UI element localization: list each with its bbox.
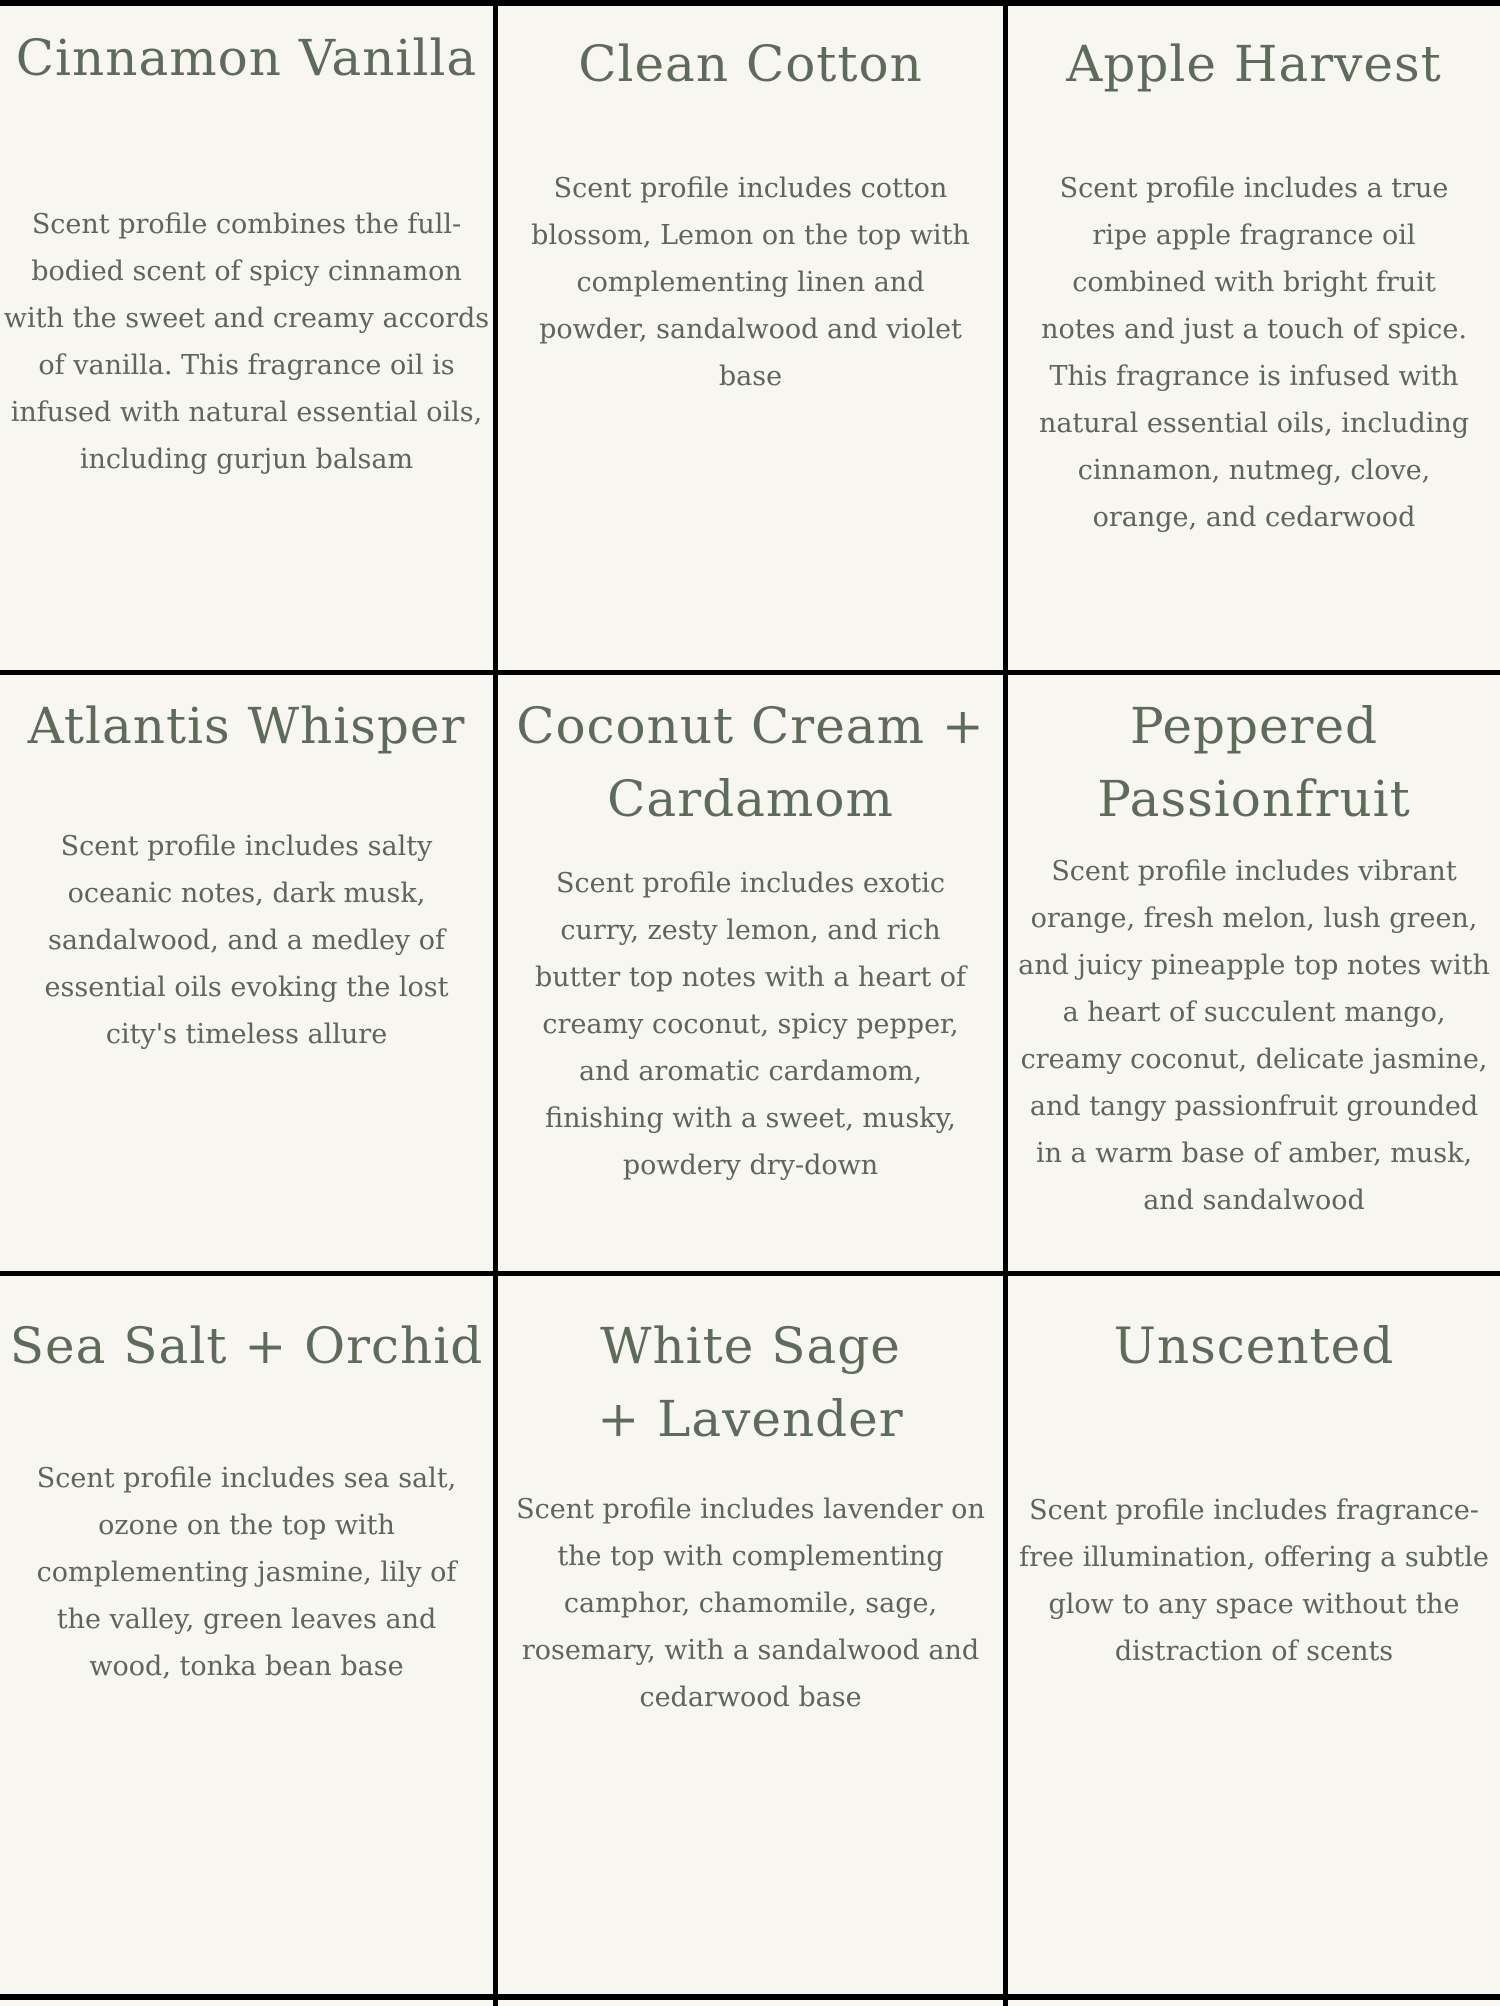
scent-title: Peppered Passionfruit — [1097, 697, 1411, 828]
scent-card-clean-cotton — [498, 28, 1003, 400]
scent-description: Scent profile includes lavender on the top with complementing camphor, chamomile, sage, rosemary, with a sandalwood and cedarwood base — [516, 1494, 985, 1713]
scent-description: Scent profile includes sea salt, ozone on the top with complementing jasmine, lily of the valley, green leaves and wood, tonka bean base — [36, 1463, 457, 1682]
scent-card-white-sage-lavender — [498, 1310, 1003, 1721]
scent-title: Cinnamon Vanilla — [15, 29, 478, 87]
scent-description: Scent profile includes fragrance-free illumination, offering a subtle glow to any space without the distraction of scents — [1019, 1495, 1489, 1667]
scent-description: Scent profile includes a true ripe apple fragrance oil combined with bright fruit notes and just a touch of spice. This fragrance is infused with natural essential oils, including cinnamon, nutmeg, clove, orange, and cedarwood — [1038, 173, 1470, 533]
scent-card-coconut-cream-cardamom — [498, 690, 1003, 1189]
scent-title: Unscented — [1113, 1317, 1395, 1375]
row-divider — [0, 1271, 1500, 1276]
scent-description: Scent profile includes vibrant orange, fresh melon, lush green, and juicy pineapple top notes with a heart of succulent mango, creamy coconut, delicate jasmine, and tangy passionfruit grounded in a warm base of amber, musk, and sandalwood — [1018, 856, 1490, 1216]
scent-title: Sea Salt + Orchid — [9, 1317, 484, 1375]
scent-description: Scent profile includes salty oceanic notes, dark musk, sandalwood, and a medley of essential oils evoking the lost city's timeless allure — [44, 831, 449, 1050]
scent-description: Scent profile includes exotic curry, zesty lemon, and rich butter top notes with a heart of creamy coconut, spicy pepper, and aromatic cardamom, finishing with a sweet, musky, powdery dry-down — [534, 868, 967, 1181]
scent-card-apple-harvest — [1008, 28, 1500, 541]
scent-title: Apple Harvest — [1066, 35, 1442, 93]
scent-description: Scent profile includes cotton blossom, Lemon on the top with complementing linen and powder, sandalwood and violet base — [531, 173, 970, 392]
scent-card-atlantis-whisper — [0, 690, 493, 1058]
row-divider — [0, 670, 1500, 675]
scent-card-cinnamon-vanilla — [0, 22, 493, 483]
scent-card-sea-salt-orchid — [0, 1310, 493, 1690]
scent-title: Atlantis Whisper — [27, 697, 466, 755]
scent-card-unscented — [1008, 1310, 1500, 1675]
scent-title: Clean Cotton — [578, 35, 923, 93]
scent-title: White Sage + Lavender — [597, 1317, 904, 1448]
scent-description: Scent profile combines the full-bodied scent of spicy cinnamon with the sweet and creamy accords of vanilla. This fragrance oil is infused with natural essential oils, including gurjun balsam — [3, 209, 490, 475]
scent-title: Coconut Cream + Cardamom — [516, 697, 985, 828]
scent-card-peppered-passionfruit — [1008, 690, 1500, 1224]
